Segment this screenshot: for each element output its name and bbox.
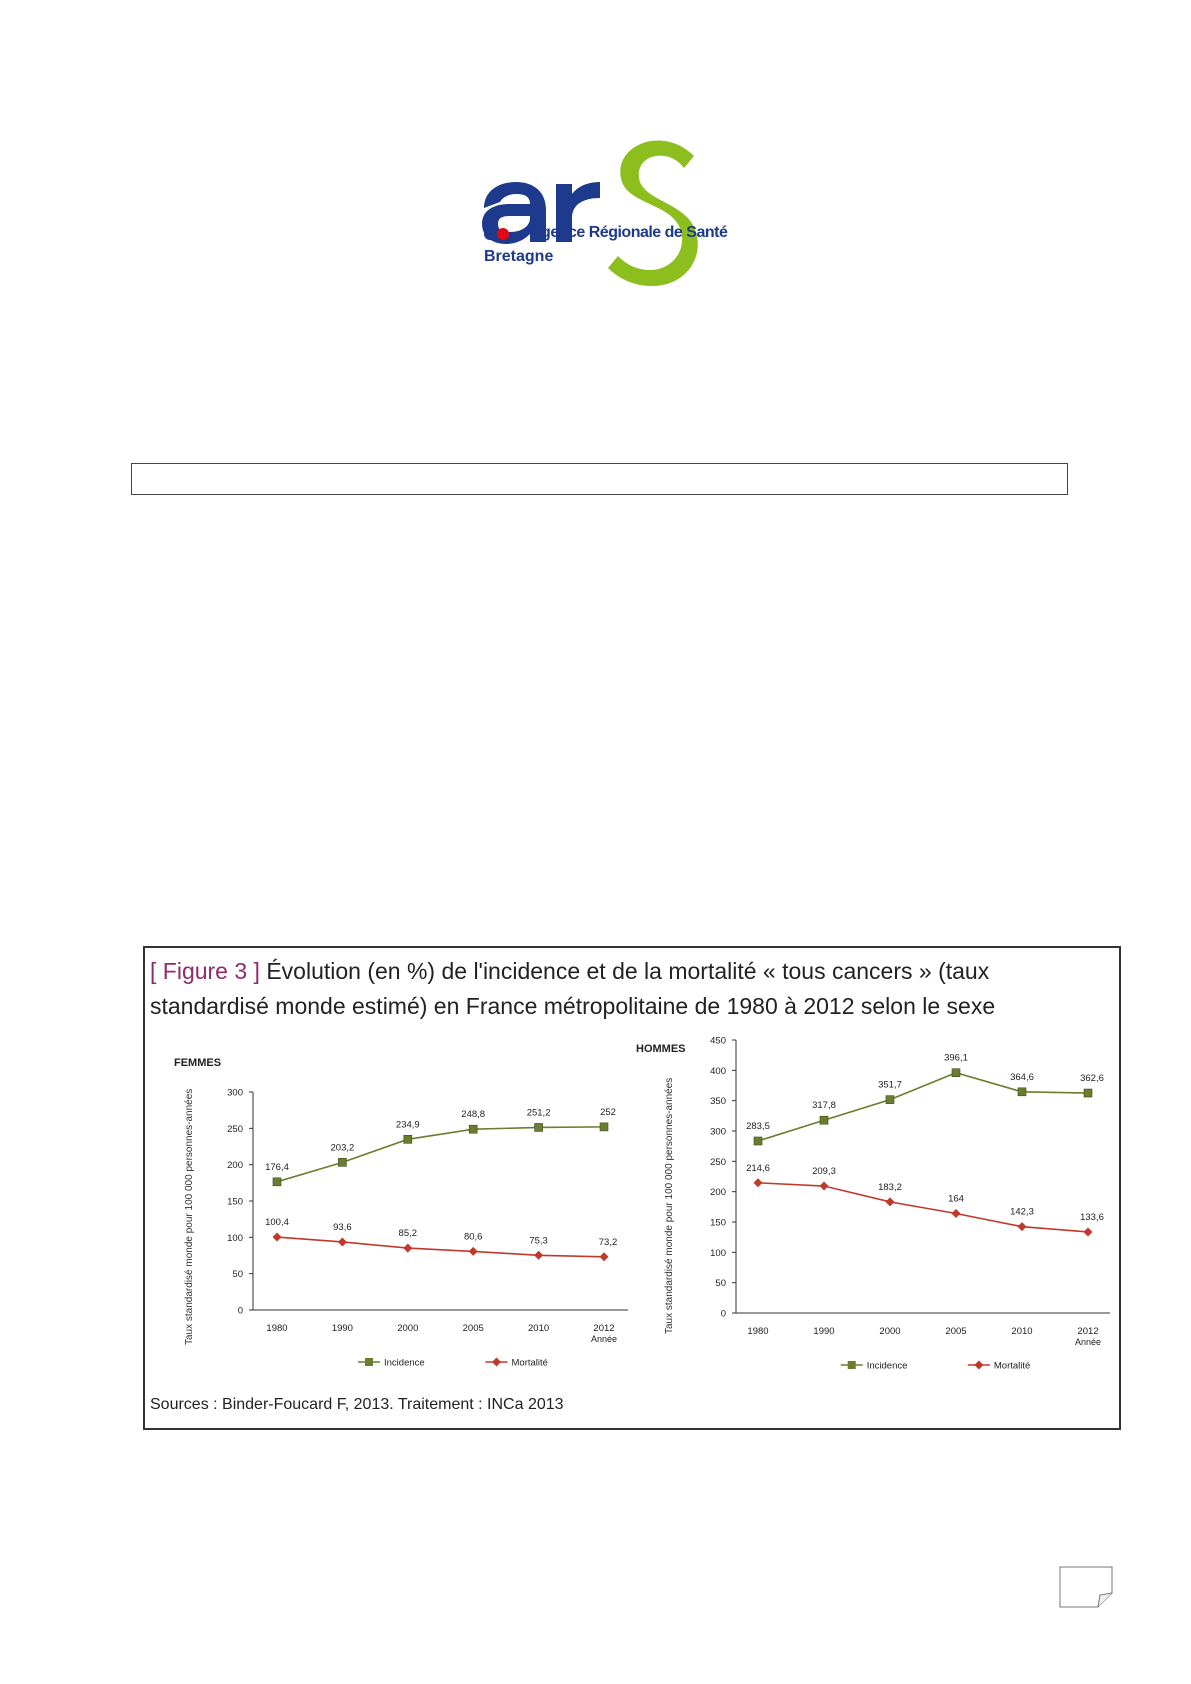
femmes-y-tick-label: 250: [227, 1123, 243, 1135]
chart-hommes: [696, 1030, 1116, 1380]
hommes-x-axis-label: Année: [1074, 1337, 1102, 1347]
figure-tag: [ Figure 3 ]: [150, 958, 260, 984]
femmes-legend-marker: [492, 1358, 501, 1367]
femmes-incidence-point: [469, 1125, 477, 1133]
femmes-legend-marker: [365, 1358, 373, 1366]
femmes-data-label: 234,9: [395, 1119, 420, 1131]
femmes-y-tick-label: 200: [227, 1160, 243, 1172]
femmes-mortalite-point: [469, 1247, 478, 1256]
femmes-x-tick-label: 1980: [266, 1323, 288, 1334]
hommes-legend-label: Incidence: [866, 1360, 908, 1372]
femmes-data-label: 100,4: [265, 1217, 289, 1229]
hommes-data-label: 209,3: [812, 1166, 836, 1178]
femmes-data-label: 85,2: [398, 1228, 418, 1240]
hommes-incidence-point: [820, 1116, 828, 1124]
hommes-series-mortalite-line: [758, 1183, 1088, 1232]
hommes-mortalite-point: [1084, 1227, 1093, 1236]
hommes-data-label: 362,6: [1080, 1073, 1104, 1085]
hommes-data-label: 396,1: [944, 1052, 968, 1064]
hommes-legend-marker: [848, 1361, 856, 1369]
logo-agency-name: Agence Régionale de Santé: [530, 224, 728, 241]
hommes-mortalite-point: [1018, 1222, 1027, 1231]
hommes-y-tick-label: 450: [710, 1035, 726, 1047]
hommes-data-label: 351,7: [878, 1079, 902, 1091]
femmes-data-label: 75,3: [529, 1235, 548, 1247]
hommes-y-tick-label: 50: [715, 1278, 726, 1290]
logo-region-name: Bretagne: [484, 248, 554, 265]
femmes-incidence-point: [338, 1158, 346, 1166]
hommes-x-tick-label: 1980: [747, 1326, 769, 1337]
figure-caption: Évolution (en %) de l'incidence et de la mortalité « tous cancers » (taux standardisé monde estimé) en France métropolitaine de 1980 à 2012 selon le sexe: [150, 958, 996, 1019]
hommes-mortalite-point: [820, 1182, 829, 1191]
hommes-incidence-point: [1084, 1089, 1092, 1097]
femmes-incidence-point: [535, 1123, 543, 1131]
femmes-data-label: 203,2: [330, 1142, 355, 1154]
hommes-x-tick-label: 1990: [813, 1326, 835, 1337]
hommes-x-tick-label: 2005: [945, 1326, 967, 1337]
femmes-data-label: 93,6: [333, 1221, 352, 1233]
hommes-y-tick-label: 100: [710, 1247, 726, 1259]
femmes-y-tick-label: 150: [227, 1196, 243, 1208]
hommes-incidence-point: [886, 1096, 894, 1104]
hommes-incidence-point: [754, 1137, 762, 1145]
femmes-mortalite-point: [600, 1252, 609, 1261]
hommes-y-tick-label: 400: [710, 1065, 726, 1077]
femmes-x-tick-label: 2012: [593, 1323, 615, 1334]
hommes-mortalite-point: [754, 1178, 763, 1187]
femmes-mortalite-point: [534, 1251, 543, 1260]
hommes-legend-marker: [974, 1361, 983, 1370]
hommes-x-tick-label: 2000: [879, 1326, 901, 1337]
hommes-data-label: 214,6: [746, 1162, 770, 1174]
hommes-incidence-point: [1018, 1088, 1026, 1096]
logo-dot-blue: [484, 228, 496, 240]
femmes-mortalite-point: [403, 1244, 412, 1253]
femmes-incidence-point: [273, 1178, 281, 1186]
chart-femmes: [215, 1040, 635, 1380]
femmes-series-mortalite-line: [277, 1237, 604, 1257]
hommes-mortalite-point: [952, 1209, 961, 1218]
femmes-y-tick-label: 100: [227, 1232, 243, 1244]
femmes-data-label: 251,2: [526, 1107, 551, 1119]
hommes-legend-label: Mortalité: [993, 1360, 1031, 1372]
hommes-y-tick-label: 250: [710, 1156, 726, 1168]
hommes-x-tick-label: 2012: [1077, 1326, 1099, 1337]
femmes-mortalite-point: [273, 1233, 282, 1242]
hommes-data-label: 142,3: [1010, 1206, 1034, 1218]
femmes-x-axis-label: Année: [590, 1334, 618, 1344]
page-curl-icon: [1058, 1565, 1114, 1609]
femmes-incidence-point: [404, 1135, 412, 1143]
femmes-data-label: 73,2: [598, 1236, 618, 1248]
hommes-y-tick-label: 300: [710, 1126, 726, 1138]
hommes-y-tick-label: 0: [720, 1308, 726, 1320]
femmes-data-label: 252: [600, 1106, 616, 1118]
hommes-series-incidence-line: [758, 1073, 1088, 1141]
femmes-data-label: 80,6: [463, 1231, 483, 1243]
empty-text-box: [131, 463, 1068, 495]
chart-ylabel-femmes: Taux standardisé monde pour 100 000 personnes-années: [184, 1088, 195, 1345]
chart-title-hommes: HOMMES: [636, 1043, 686, 1055]
hommes-incidence-point: [952, 1069, 960, 1077]
hommes-data-label: 317,8: [812, 1100, 836, 1112]
hommes-data-label: 183,2: [878, 1181, 902, 1193]
femmes-incidence-point: [600, 1123, 608, 1131]
femmes-y-tick-label: 0: [237, 1305, 243, 1317]
hommes-y-tick-label: 350: [710, 1096, 726, 1108]
chart-ylabel-hommes: Taux standardisé monde pour 100 000 personnes-années: [664, 1077, 675, 1334]
femmes-mortalite-point: [338, 1237, 347, 1246]
femmes-y-tick-label: 300: [227, 1087, 243, 1099]
hommes-mortalite-point: [886, 1197, 895, 1206]
femmes-x-tick-label: 2000: [397, 1323, 419, 1334]
chart-title-femmes: FEMMES: [174, 1057, 222, 1069]
logo-dot-red: [497, 228, 509, 240]
hommes-x-tick-label: 2010: [1011, 1326, 1033, 1337]
hommes-data-label: 164: [948, 1193, 964, 1205]
figure-source: Sources : Binder-Foucard F, 2013. Traitement : INCa 2013: [150, 1396, 564, 1413]
hommes-data-label: 133,6: [1080, 1211, 1104, 1223]
femmes-x-tick-label: 2005: [462, 1323, 484, 1334]
hommes-y-tick-label: 200: [710, 1187, 726, 1199]
femmes-data-label: 176,4: [265, 1161, 289, 1173]
hommes-data-label: 283,5: [746, 1121, 770, 1133]
femmes-y-tick-label: 50: [232, 1269, 243, 1281]
femmes-legend-label: Incidence: [384, 1357, 425, 1369]
femmes-x-tick-label: 1990: [331, 1323, 353, 1334]
hommes-y-tick-label: 150: [710, 1217, 726, 1229]
femmes-legend-label: Mortalité: [511, 1357, 548, 1369]
femmes-x-tick-label: 2010: [528, 1323, 550, 1334]
hommes-data-label: 364,6: [1010, 1071, 1034, 1083]
femmes-series-incidence-line: [277, 1127, 604, 1182]
figure-title: [150, 954, 1110, 1024]
femmes-data-label: 248,8: [461, 1109, 486, 1121]
